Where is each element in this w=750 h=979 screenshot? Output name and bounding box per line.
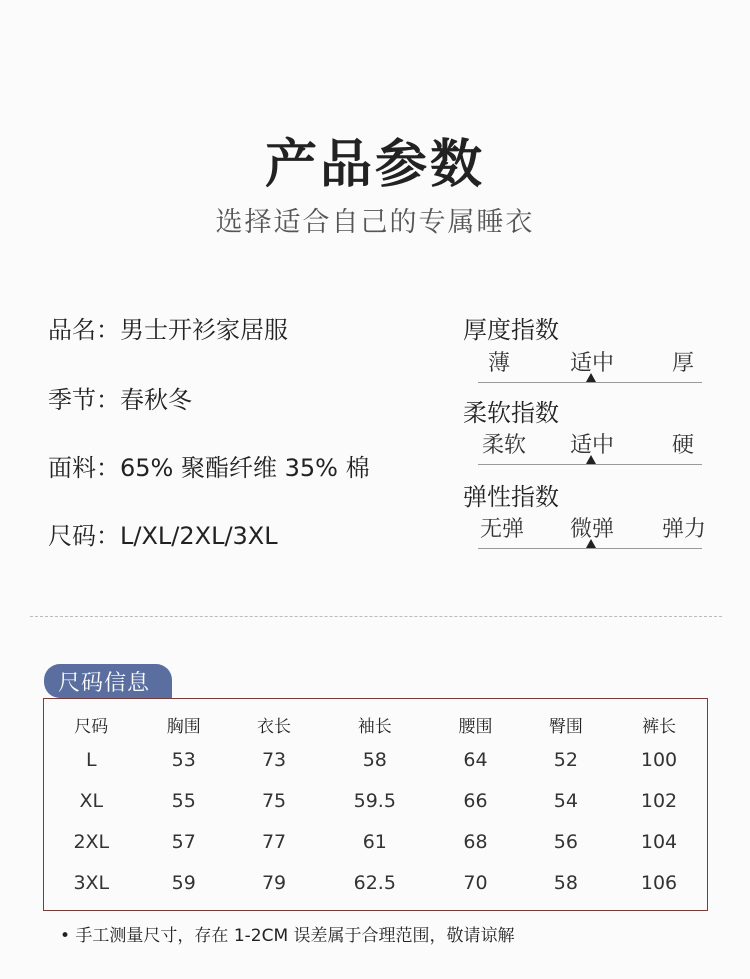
table-header-cell: 臀围 [548,716,583,737]
thickness-scale [478,346,702,383]
triangle-marker-icon [586,539,596,548]
section-divider [30,616,722,617]
thickness-index-title: 厚度指数 [463,316,559,344]
table-cell: XL [79,789,104,812]
table-cell: 59.5 [353,789,396,812]
info-row-size [48,516,278,551]
table-cell: 3XL [73,871,110,894]
table-cell: 52 [553,748,578,771]
table-cell: 77 [261,830,287,853]
info-label: 尺码： [48,522,120,550]
softness-index-title: 柔软指数 [463,399,559,427]
table-cell: 59 [171,871,196,894]
triangle-marker-icon [586,455,596,464]
table-cell: 79 [261,871,287,894]
scale-option: 硬 [671,433,694,458]
table-cell: 53 [171,748,196,771]
table-cell: 104 [640,830,678,853]
table-cell: 70 [463,871,488,894]
table-cell: 56 [553,830,578,853]
table-cell: 2XL [73,830,110,853]
info-label: 季节： [48,386,120,414]
scale-option: 薄 [488,351,511,376]
table-cell: 61 [362,830,387,853]
table-header-cell: 尺码 [74,716,109,737]
table-row [44,821,707,862]
table-header-row [44,709,707,739]
table-header-cell: 裤长 [641,716,676,737]
table-header-cell: 袖长 [357,716,392,737]
size-table [44,709,707,903]
info-value: 男士开衫家居服 [120,316,288,344]
table-row [44,780,707,821]
size-table-container [43,698,708,911]
size-info-tab-label: 尺码信息 [58,671,151,696]
softness-scale [478,428,702,465]
info-row-name [48,310,288,345]
table-cell: 55 [171,789,196,812]
table-row [44,862,707,903]
table-cell: L [85,748,97,771]
table-header-cell: 胸围 [166,716,201,737]
table-cell: 66 [463,789,488,812]
table-header-cell: 腰围 [458,716,493,737]
table-cell: 64 [463,748,488,771]
measurement-note: • 手工测量尺寸，存在 1-2CM 误差属于合理范围，敬请谅解 [60,926,515,946]
elasticity-scale [478,512,706,549]
page-title: 产品参数 [264,135,485,195]
table-row [44,739,707,780]
triangle-marker-icon [586,373,596,382]
table-cell: 54 [553,789,578,812]
table-cell: 102 [640,789,678,812]
info-row-season [48,380,192,415]
scale-option: 无弹 [480,517,525,542]
scale-option-selected: 微弹 [570,517,615,542]
size-info-tab [44,664,172,698]
scale-option-selected: 适中 [570,433,615,458]
table-cell: 106 [640,871,678,894]
table-cell: 75 [261,789,287,812]
page-subtitle: 选择适合自己的专属睡衣 [215,207,535,238]
info-value: 65% 聚酯纤维 35% 棉 [120,454,370,482]
scale-option: 弹力 [661,517,706,542]
info-value: L/XL/2XL/3XL [120,522,278,550]
table-cell: 73 [261,748,287,771]
table-cell: 57 [171,830,196,853]
scale-option: 厚 [671,351,694,376]
info-label: 面料： [48,454,120,482]
table-cell: 58 [362,748,387,771]
info-value: 春秋冬 [120,386,192,414]
info-row-fabric [48,448,370,483]
table-cell: 68 [463,830,488,853]
scale-option: 柔软 [482,433,527,458]
table-cell: 58 [553,871,578,894]
table-cell: 62.5 [353,871,396,894]
info-label: 品名： [48,316,120,344]
table-cell: 100 [640,748,678,771]
scale-option-selected: 适中 [570,351,615,376]
table-header-cell: 衣长 [257,716,292,737]
elasticity-index-title: 弹性指数 [463,483,559,511]
